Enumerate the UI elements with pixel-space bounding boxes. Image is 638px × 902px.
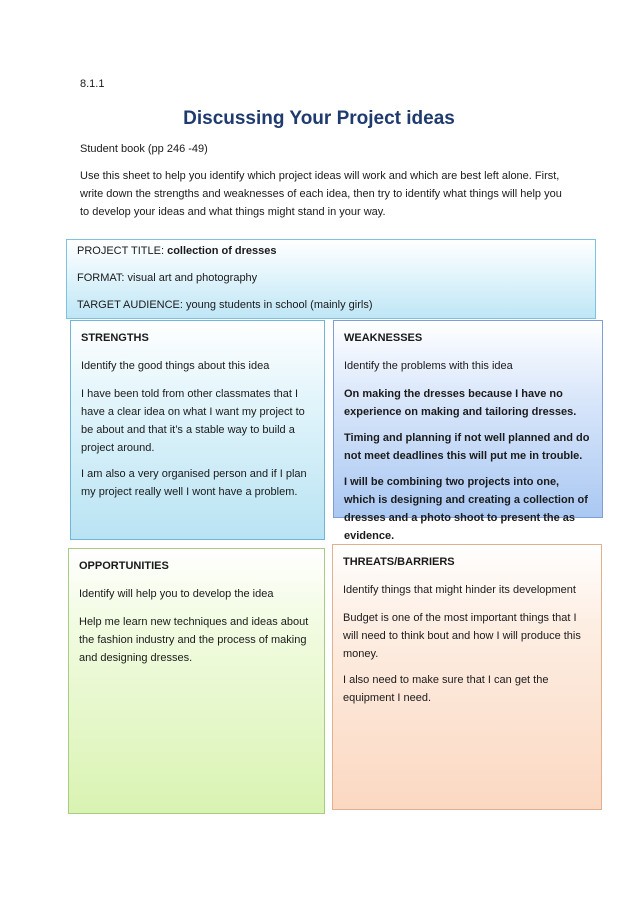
weaknesses-prompt: Identify the problems with this idea	[344, 360, 513, 372]
strengths-paragraph: I have been told from other classmates that I have a clear idea on what I want my project to be about and that it’s a stable way to build a project around.	[81, 388, 305, 454]
project-audience-line	[77, 299, 585, 314]
page-subtitle: Student book (pp 246 -49)	[80, 143, 208, 155]
strengths-heading: STRENGTHS	[81, 332, 149, 344]
weaknesses-paragraph: On making the dresses because I have no experience on making and tailoring dresses.	[344, 388, 577, 418]
weaknesses-paragraph: Timing and planning if not well planned and do not meet deadlines this will put me in trouble.	[344, 432, 590, 462]
weaknesses-box	[333, 320, 603, 542]
strengths-prompt: Identify the good things about this idea	[81, 360, 270, 372]
weaknesses-heading: WEAKNESSES	[344, 332, 423, 344]
project-title-value: collection of dresses	[167, 245, 277, 257]
project-format-line	[77, 272, 585, 287]
project-title-label: PROJECT TITLE:	[77, 245, 165, 257]
opportunities-box	[68, 548, 325, 814]
intro-text: Use this sheet to help you identify which project ideas will work and which are best left alone. First, write down the strengths and weaknesses of each idea, then try to identify what things will help you to develop your ideas and what things might stand in your way.	[80, 170, 562, 218]
project-format-value: visual art and photography	[127, 272, 258, 284]
project-info-box	[66, 239, 596, 319]
weaknesses-paragraph: I will be combining two projects into one, which is designing and creating a collection of dresses and a photo shoot to present the as evidence.	[344, 476, 588, 542]
section-number: 8.1.1	[80, 78, 105, 90]
threats-paragraph: I also need to make sure that I can get the equipment I need.	[343, 674, 549, 704]
project-audience-value: young students in school (mainly girls)	[186, 299, 373, 311]
opportunities-heading: OPPORTUNITIES	[79, 560, 169, 572]
strengths-box	[70, 320, 325, 540]
project-format-label: FORMAT:	[77, 272, 125, 284]
page-title: Discussing Your Project ideas	[183, 108, 455, 129]
threats-prompt: Identify things that might hinder its development	[343, 584, 576, 596]
threats-paragraph: Budget is one of the most important things that I will need to think bout and how I will produce this money.	[343, 612, 581, 660]
threats-box	[332, 544, 602, 810]
opportunities-paragraph: Help me learn new techniques and ideas about the fashion industry and the process of making and designing dresses.	[79, 616, 309, 664]
threats-heading: THREATS/BARRIERS	[343, 556, 455, 568]
opportunities-prompt: Identify will help you to develop the idea	[79, 588, 274, 600]
project-title-line	[77, 245, 585, 260]
strengths-paragraph: I am also a very organised person and if I plan my project really well I wont have a problem.	[81, 468, 307, 498]
project-audience-label: TARGET AUDIENCE:	[77, 299, 183, 311]
